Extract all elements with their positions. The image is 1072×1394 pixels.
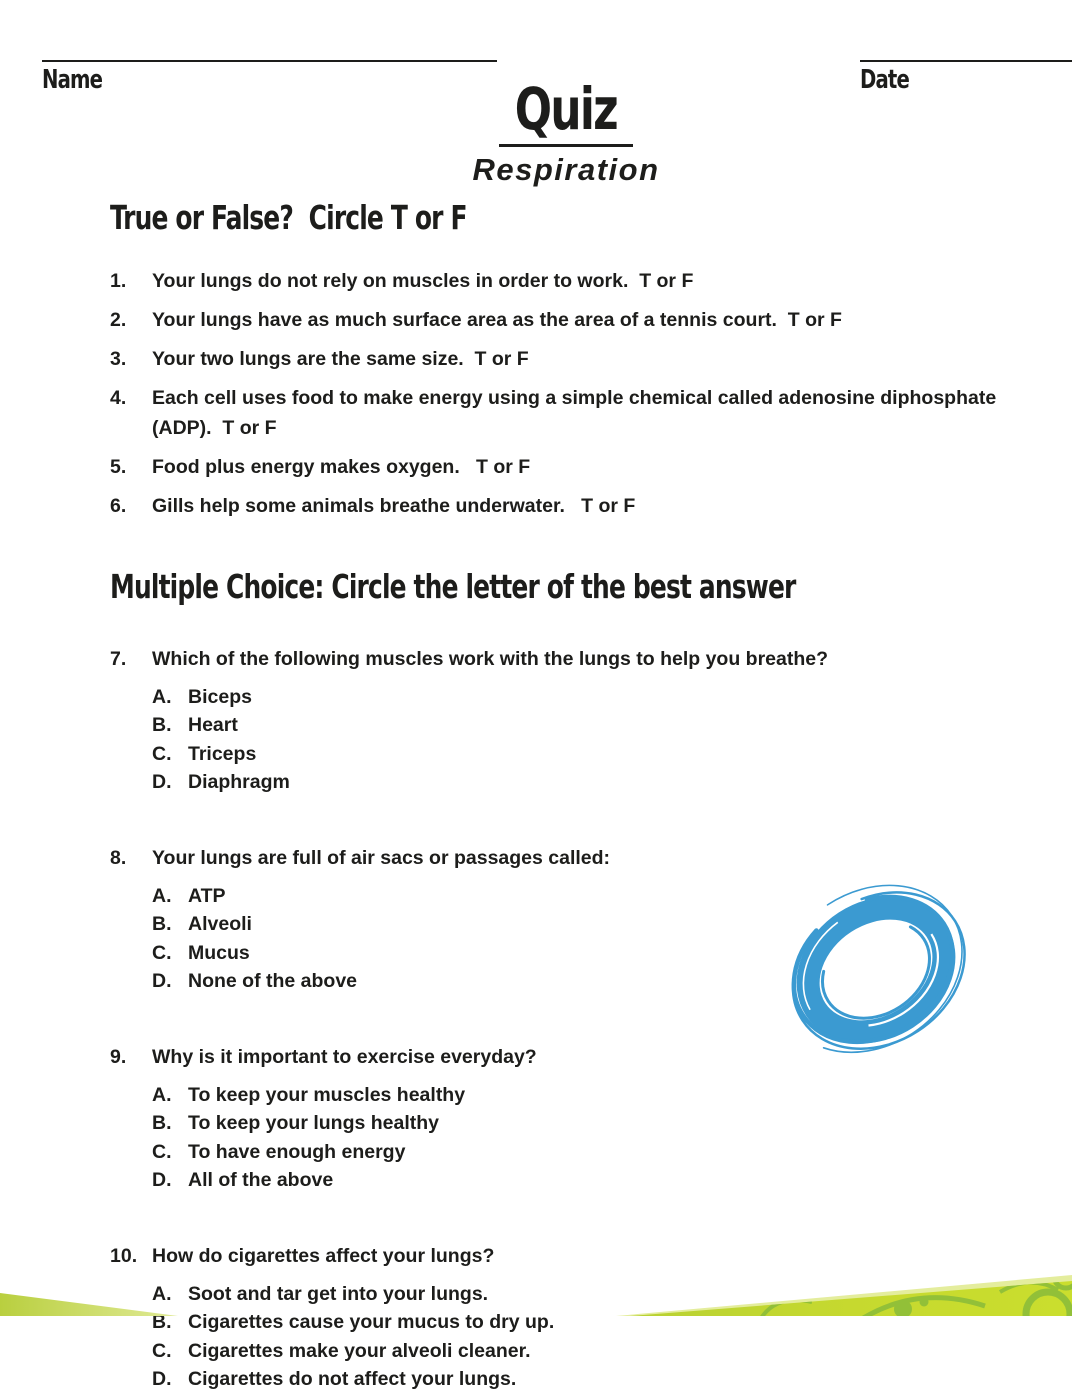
option-letter: A. (152, 685, 172, 708)
true-false-heading-text: True or False? Circle T or F (110, 198, 467, 237)
option-text: To keep your muscles healthy (188, 1083, 466, 1106)
option-text: Alveoli (188, 913, 252, 936)
option-letter: B. (152, 714, 172, 737)
question-number: 9. (110, 1045, 127, 1068)
question-text: Food plus energy makes oxygen. T or F (152, 456, 531, 479)
option-letter: C. (152, 1140, 172, 1163)
option-text: Cigarettes do not affect your lungs. (188, 1368, 517, 1391)
tf-question-2 (110, 305, 1010, 335)
mc-question-7 (110, 644, 1010, 797)
option-text: Mucus (188, 941, 250, 964)
content (110, 200, 1010, 1394)
page-subtitle: Respiration (472, 152, 660, 187)
options-list (152, 683, 1010, 797)
blue-swirl-icon (772, 868, 980, 1072)
option-text: None of the above (188, 970, 358, 993)
option-letter: B. (152, 913, 172, 936)
question-stem (110, 644, 1010, 674)
option-c (152, 1138, 1010, 1167)
option-letter: D. (152, 970, 172, 993)
option-text: ATP (188, 884, 226, 907)
option-text: Cigarettes make your alveoli cleaner. (188, 1339, 531, 1362)
question-number: 4. (110, 387, 127, 410)
tf-question-3 (110, 344, 1010, 374)
date-write-line (860, 60, 1072, 62)
name-write-line (42, 60, 497, 62)
question-text: Your two lungs are the same size. T or F (152, 348, 529, 371)
option-text: To have enough energy (188, 1140, 406, 1163)
option-text: Diaphragm (188, 771, 290, 794)
question-number: 1. (110, 270, 127, 293)
question-number: 2. (110, 309, 127, 332)
options-list (152, 1081, 1010, 1195)
option-letter: D. (152, 771, 172, 794)
option-text: Heart (188, 714, 238, 737)
option-text: To keep your lungs healthy (188, 1112, 440, 1135)
multiple-choice-heading (110, 569, 1010, 605)
option-text: All of the above (188, 1169, 334, 1192)
option-c (152, 740, 1010, 769)
question-number: 8. (110, 846, 127, 869)
option-letter: C. (152, 742, 172, 765)
option-b (152, 711, 1010, 740)
tf-question-5 (110, 452, 1010, 482)
tf-question-6 (110, 491, 1010, 521)
page-title-text: Quiz (514, 75, 618, 143)
question-text: Your lungs have as much surface area as the area of a tennis court. T or F (152, 309, 842, 332)
question-number: 5. (110, 456, 127, 479)
tf-question-4 (110, 383, 1010, 443)
green-footer-band (0, 1254, 1072, 1316)
option-text: Triceps (188, 742, 257, 765)
option-a (152, 683, 1010, 712)
option-d (152, 768, 1010, 797)
question-number: 10. (110, 1244, 138, 1267)
question-text: Each cell uses food to make energy using a simple chemical called adenosine diphosphate (ADP). T or F (152, 387, 1002, 440)
question-text: How do cigarettes affect your lungs? (152, 1244, 495, 1267)
option-letter: A. (152, 1083, 172, 1106)
option-d (152, 1166, 1010, 1195)
true-false-heading (110, 200, 1010, 236)
subtitle-wrap (0, 152, 1072, 188)
option-letter: D. (152, 1368, 172, 1391)
option-letter: A. (152, 1282, 172, 1305)
tf-question-1 (110, 266, 1010, 296)
option-text: Cigarettes cause your mucus to dry up. (188, 1311, 555, 1334)
option-a (152, 1081, 1010, 1110)
question-text: Your lungs do not rely on muscles in order to work. T or F (152, 270, 694, 293)
multiple-choice-heading-text: Multiple Choice: Circle the letter of the best answer (110, 567, 796, 607)
option-letter: A. (152, 884, 172, 907)
option-letter: B. (152, 1311, 172, 1334)
question-text: Gills help some animals breathe underwater. T or F (152, 495, 636, 518)
title-wrap (0, 75, 1072, 147)
option-c (152, 1337, 1010, 1366)
option-letter: C. (152, 1339, 172, 1362)
name-label-text: Name (42, 65, 103, 95)
question-text: Your lungs are full of air sacs or passages called: (152, 846, 611, 869)
page-title (499, 75, 633, 147)
option-letter: B. (152, 1112, 172, 1135)
date-label-text: Date (860, 65, 909, 95)
question-text: Which of the following muscles work with the lungs to help you breathe? (152, 647, 829, 670)
option-letter: D. (152, 1169, 172, 1192)
option-b (152, 1109, 1010, 1138)
question-text: Why is it important to exercise everyday? (152, 1045, 537, 1068)
option-letter: C. (152, 941, 172, 964)
option-d (152, 1365, 1010, 1394)
question-number: 3. (110, 348, 127, 371)
option-text: Biceps (188, 685, 252, 708)
question-number: 7. (110, 647, 127, 670)
option-text: Soot and tar get into your lungs. (188, 1282, 489, 1305)
question-number: 6. (110, 495, 127, 518)
